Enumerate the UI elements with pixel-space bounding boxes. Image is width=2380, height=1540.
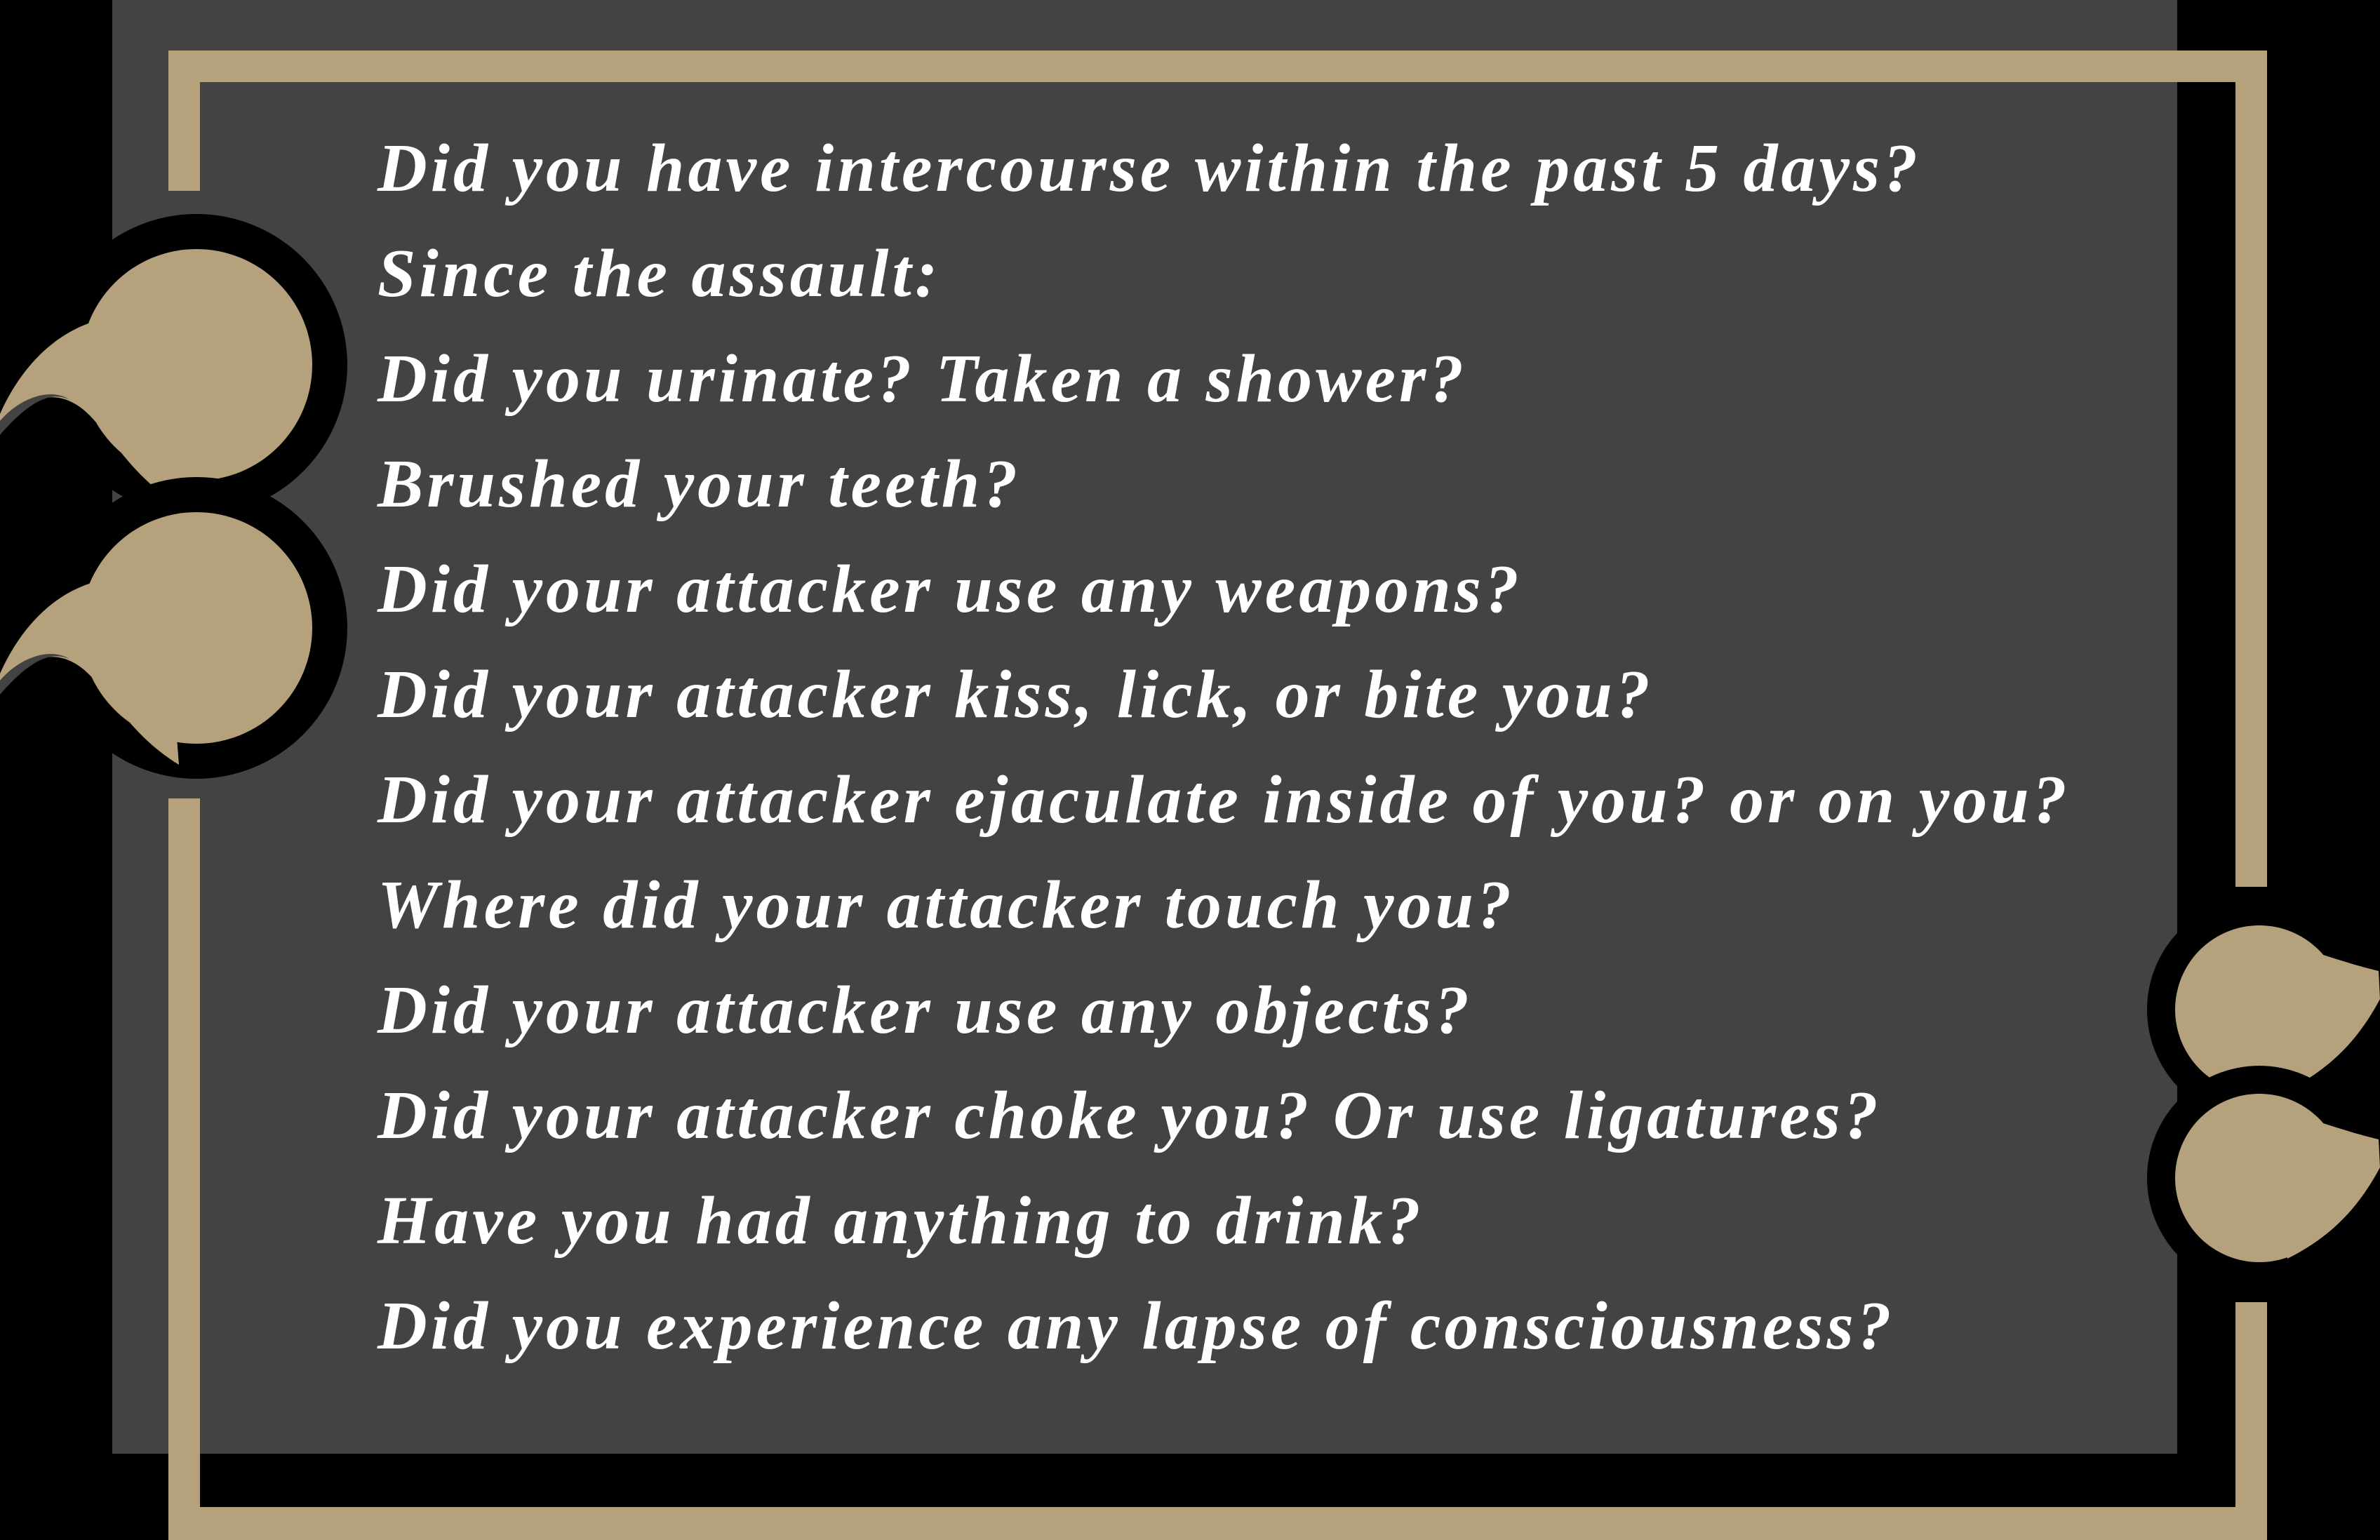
question-item: Did your attacker use any objects? [377,972,1473,1048]
opening-quote-upper [0,214,347,516]
question-item: Did you experience any lapse of consciousness? [377,1288,1895,1364]
question-item: Did your attacker choke you? Or use ligatures? [377,1078,1882,1153]
opening-quote-icon [0,210,365,786]
closing-quote-lower [2147,1066,2380,1290]
question-list [377,130,2071,1393]
frame-right-upper [2235,51,2267,887]
question-item: Did you have intercourse within the past 5 days? [377,130,1922,206]
frame-right-lower [2235,1302,2267,1540]
frame-bottom [168,1507,2267,1540]
question-item: Brushed your teeth? [377,446,1022,522]
question-item: Did your attacker ejaculate inside of you? or on you? [377,762,2071,838]
frame-left-upper [168,51,200,191]
question-item: Where did your attacker touch you? [377,867,1515,943]
frame-left-lower [168,798,200,1540]
question-item: Have you had anything to drink? [377,1183,1424,1259]
opening-quote-lower [0,477,347,779]
question-item: Did you urinate? Taken a shower? [377,341,1468,417]
question-item: Since the assault: [377,236,942,312]
question-item: Did your attacker use any weapons? [377,551,1523,627]
question-item: Did your attacker kiss, lick, or bite you? [377,657,1654,732]
frame-top [168,51,2267,82]
closing-quote-icon [2147,887,2380,1302]
